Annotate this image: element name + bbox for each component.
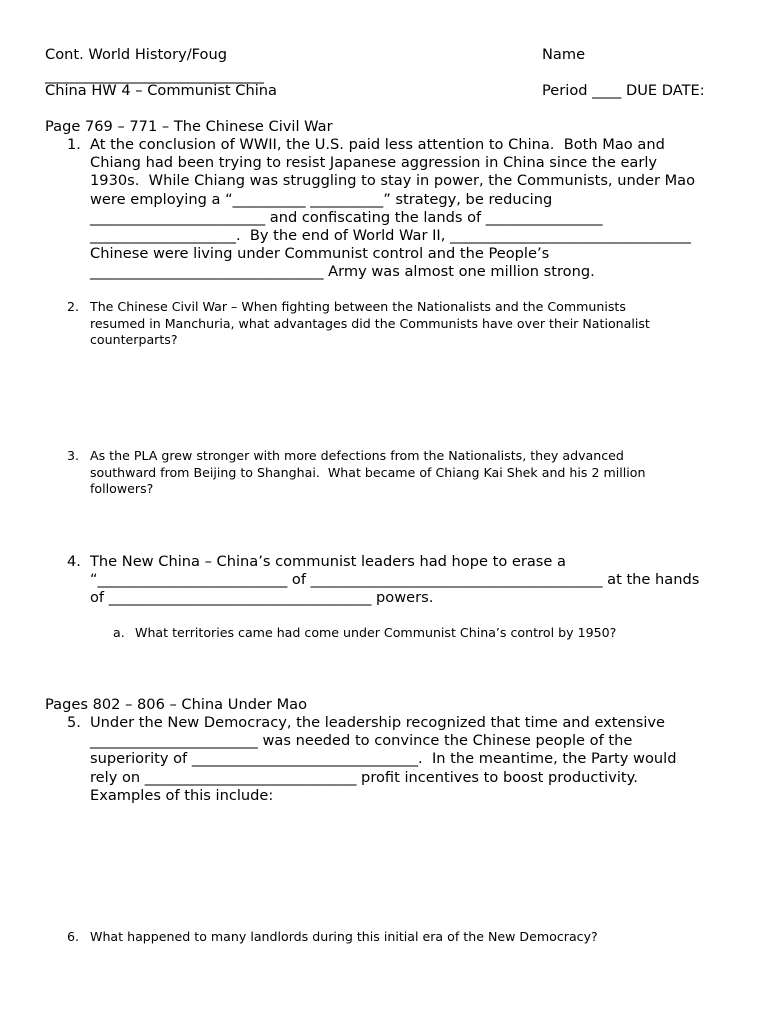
homework-title: China HW 4 – Communist China — [45, 82, 277, 99]
period-due-date: Period ____ DUE DATE: — [542, 82, 705, 99]
question-5-number: 5. — [67, 714, 81, 731]
question-1-line: were employing a “__________ __________” strategy, be reducing — [90, 190, 553, 208]
question-5-line: Examples of this include: — [90, 786, 274, 804]
question-1-line: Chiang had been trying to resist Japanese aggression in China since the early — [90, 154, 658, 172]
question-3-number: 3. — [67, 448, 80, 463]
question-4-line: The New China – China’s communist leaders had hope to erase a — [90, 553, 566, 570]
question-1-line: 1930s. While Chiang was struggling to stay in power, the Communists, under Mao — [90, 172, 696, 190]
question-2-line: resumed in Manchuria, what advantages did the Communists have over their Nationalist — [90, 315, 650, 331]
question-2-line: The Chinese Civil War – When fighting between the Nationalists and the Communists — [90, 299, 626, 314]
question-1-line: ____________________. By the end of World War II, _________________________________ — [90, 227, 691, 244]
name-blank: ______________________________ — [45, 67, 264, 84]
question-1-line: Chinese were living under Communist control and the People’s — [90, 245, 550, 263]
question-5-line: Under the New Democracy, the leadership recognized that time and extensive — [90, 714, 666, 731]
question-1-line: At the conclusion of WWII, the U.S. paid less attention to China. Both Mao and — [90, 136, 665, 153]
question-1-line: ________________________________ Army was almost one million strong. — [90, 263, 595, 281]
question-5-line: superiority of _______________________________. In the meantime, the Party would — [90, 750, 677, 768]
question-4-line: “__________________________ of ________________________________________ at the hands — [90, 571, 700, 589]
question-3-line: southward from Beijing to Shanghai. What became of Chiang Kai Shek and his 2 million — [90, 464, 646, 480]
question-2-line: counterparts? — [90, 332, 178, 348]
course-title: Cont. World History/Foug — [45, 46, 227, 63]
question-2-number: 2. — [67, 299, 80, 314]
section-heading-civil-war: Page 769 – 771 – The Chinese Civil War — [45, 118, 333, 135]
question-5-line: rely on _____________________________ profit incentives to boost productivity. — [90, 768, 638, 786]
question-1-number: 1. — [67, 136, 81, 153]
name-label: Name — [542, 46, 586, 63]
question-4a-text: What territories came had come under Communist China’s control by 1950? — [135, 625, 617, 640]
question-5-line: _______________________ was needed to convince the Chinese people of the — [90, 732, 633, 750]
question-3-line: followers? — [90, 481, 154, 497]
question-4-number: 4. — [67, 553, 81, 570]
question-3-line: As the PLA grew stronger with more defections from the Nationalists, they advanced — [90, 448, 624, 463]
question-6-line: What happened to many landlords during this initial era of the New Democracy? — [90, 929, 598, 944]
question-6-number: 6. — [67, 929, 80, 944]
section-heading-china-under-mao: Pages 802 – 806 – China Under Mao — [45, 696, 308, 713]
question-1-line: ________________________ and confiscating the lands of ________________ — [90, 208, 603, 226]
question-4-line: of ____________________________________ powers. — [90, 589, 434, 607]
question-4a-letter: a. — [113, 625, 125, 640]
